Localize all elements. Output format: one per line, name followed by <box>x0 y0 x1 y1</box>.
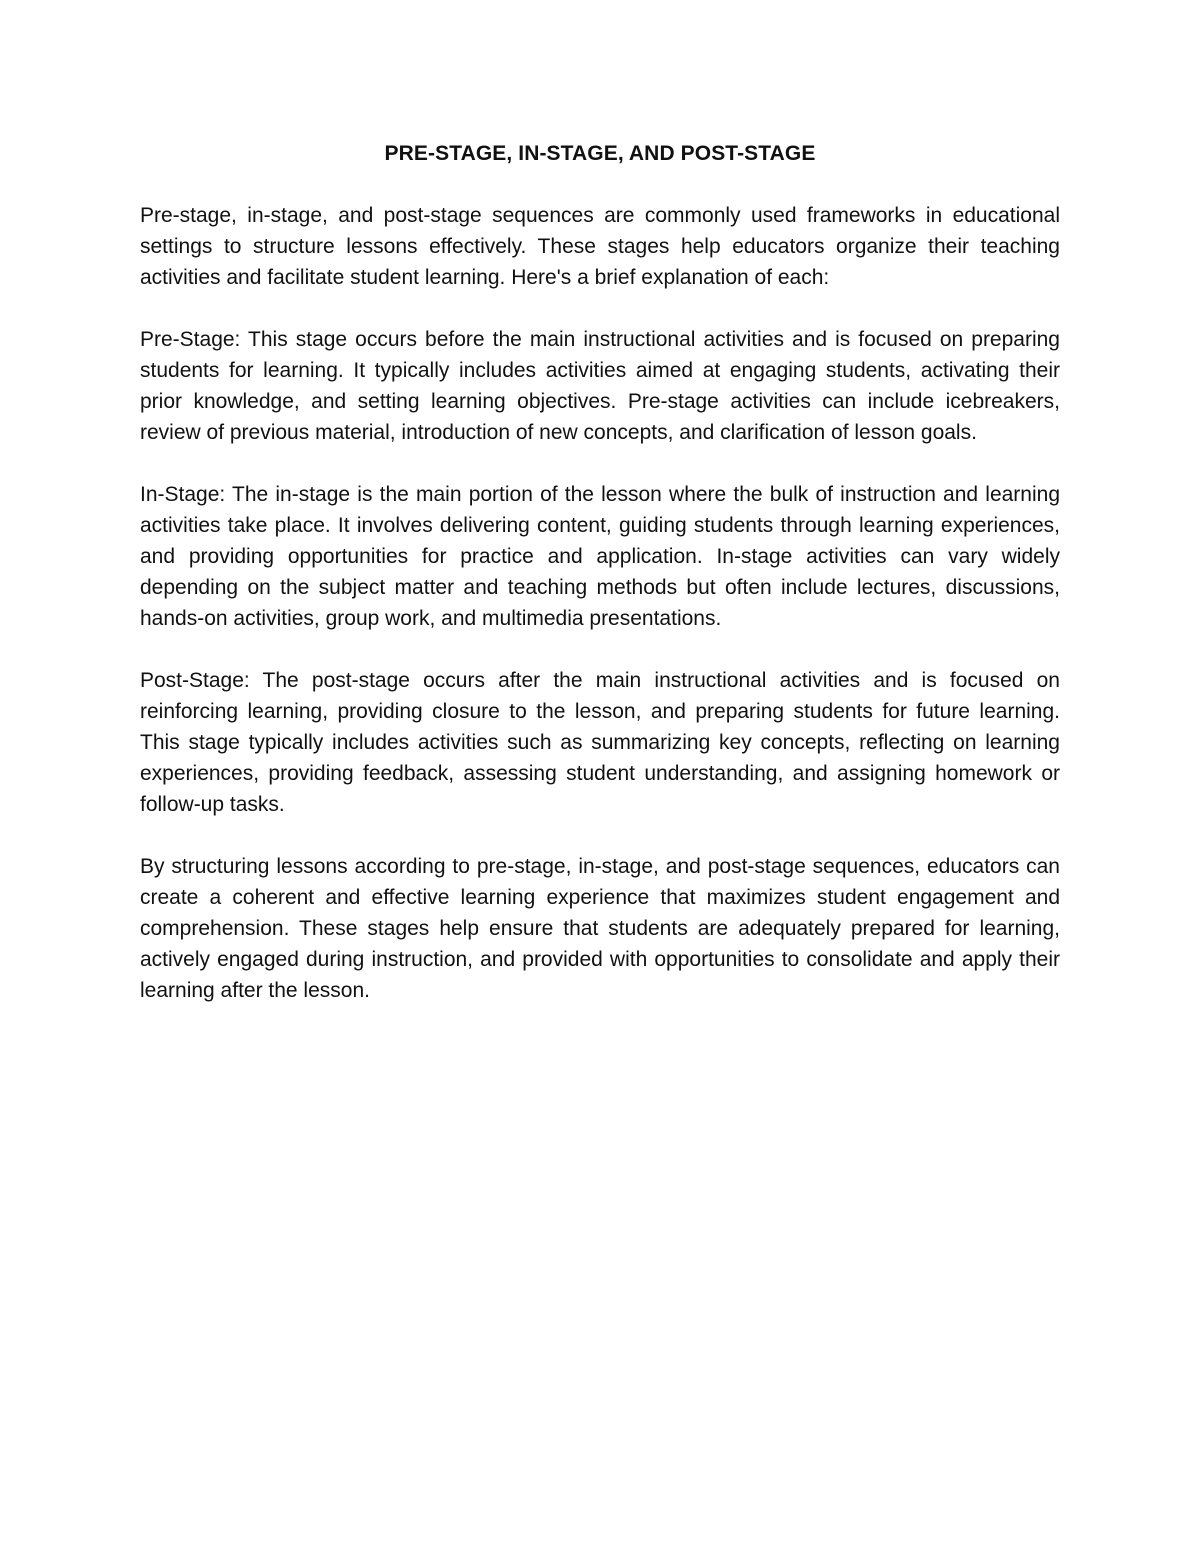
in-stage-paragraph: In-Stage: The in-stage is the main portion of the lesson where the bulk of instruction and learning activities take place. It involves delivering content, guiding students through learning experiences, and providing opportunities for practice and application. In-stage activities can vary widely depending on the subject matter and teaching methods but often include lectures, discussions, hands-on activities, group work, and multimedia presentations. <box>140 483 1060 630</box>
document-body <box>140 138 1060 1006</box>
document-title: PRE-STAGE, IN-STAGE, AND POST-STAGE <box>384 142 816 165</box>
intro-paragraph: Pre-stage, in-stage, and post-stage sequences are commonly used frameworks in educational settings to structure lessons effectively. These stages help educators organize their teaching activities and facilitate student learning. Here's a brief explanation of each: <box>140 204 1060 289</box>
post-stage-paragraph: Post-Stage: The post-stage occurs after the main instructional activities and is focused on reinforcing learning, providing closure to the lesson, and preparing students for future learning. This stage typically includes activities such as summarizing key concepts, reflecting on learning experiences, providing feedback, assessing student understanding, and assigning homework or follow-up tasks. <box>140 669 1060 816</box>
conclusion-paragraph: By structuring lessons according to pre-stage, in-stage, and post-stage sequences, educators can create a coherent and effective learning experience that maximizes student engagement and comprehension. These stages help ensure that students are adequately prepared for learning, actively engaged during instruction, and provided with opportunities to consolidate and apply their learning after the lesson. <box>140 855 1060 1002</box>
pre-stage-paragraph: Pre-Stage: This stage occurs before the main instructional activities and is focused on preparing students for learning. It typically includes activities aimed at engaging students, activating their prior knowledge, and setting learning objectives. Pre-stage activities can include icebreakers, review of previous material, introduction of new concepts, and clarification of lesson goals. <box>140 328 1060 444</box>
